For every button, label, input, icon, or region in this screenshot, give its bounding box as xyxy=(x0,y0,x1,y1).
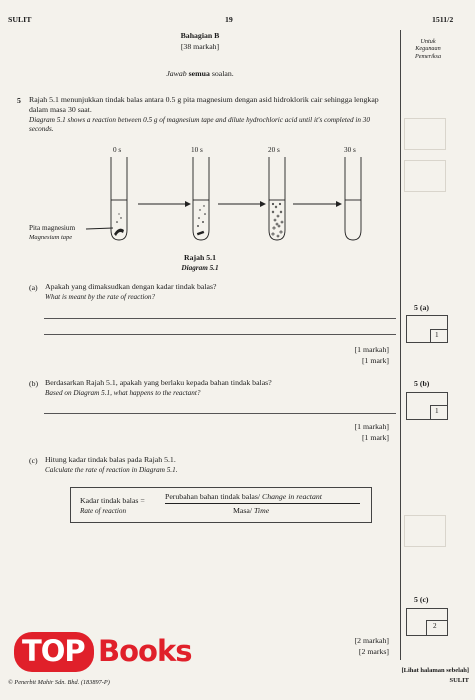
formula-numerator xyxy=(165,492,322,501)
part-c-marks-ms: [2 markah] xyxy=(354,636,389,645)
formula-den-ms: Masa/ xyxy=(233,506,253,515)
instruction-bold: semua xyxy=(188,69,210,78)
part-b-text-ms: Berdasarkan Rajah 5.1, apakah yang berlaku kepada bahan tindak balas? xyxy=(45,378,272,387)
bleed-through-box xyxy=(404,160,446,192)
page-number: 19 xyxy=(225,15,233,24)
part-c-label: (c) xyxy=(29,456,38,465)
part-b-text-en: Based on Diagram 5.1, what happens to the reactant? xyxy=(45,389,201,397)
side-label-5a: 5 (a) xyxy=(414,303,429,312)
see-next-page: [Lihat halaman sebelah] xyxy=(401,667,469,674)
arrowhead-2 xyxy=(260,201,266,207)
footer-sulit: SULIT xyxy=(449,677,469,684)
magnesium-tape-2 xyxy=(197,231,204,236)
examiner-margin-line xyxy=(400,30,401,660)
score-cell-5c xyxy=(426,620,448,636)
question-stem-ms: Rajah 5.1 menunjukkan tindak balas antara 0.5 g pita magnesium dengan asid hidroklorik cair sehingga lengkap dalam masa 30 saat. xyxy=(29,95,379,114)
score-max-5c: 2 xyxy=(433,622,437,630)
part-a-text-en: What is meant by the rate of reaction? xyxy=(45,293,156,301)
formula-num-en: Change in reactant xyxy=(262,492,322,501)
test-tube-2 xyxy=(193,157,209,240)
publisher-copyright: © Penerbit Mahir Sdn. Bhd. (183897-P) xyxy=(8,679,110,686)
side-label-5c: 5 (c) xyxy=(414,595,429,604)
magnesium-label-ms: Pita magnesium xyxy=(29,224,76,232)
score-cell-5b xyxy=(430,405,448,420)
section-marks: [38 markah] xyxy=(180,42,220,51)
label-leader-line xyxy=(86,228,113,229)
instruction-word: Jawab xyxy=(166,69,187,78)
question-stem-en: Diagram 5.1 shows a reaction between 0.5 g of magnesium tape and dilute hydrochloric acid until it's completed in 30 seconds. xyxy=(29,116,370,133)
formula-lhs-ms: Kadar tindak balas = xyxy=(80,496,145,505)
margin-line-2: Kegunaan xyxy=(415,45,441,53)
margin-line-3: Pemeriksa xyxy=(414,52,442,60)
bleed-through-box xyxy=(404,118,446,150)
time-label-30: 30 s xyxy=(344,146,356,154)
arrowhead-1 xyxy=(185,201,191,207)
time-label-20: 20 s xyxy=(268,146,280,154)
magnesium-tape-1 xyxy=(114,229,124,236)
formula-den-en: Time xyxy=(254,506,270,515)
topbooks-logo xyxy=(14,632,204,676)
time-label-10: 10 s xyxy=(191,146,203,154)
score-cell-5a xyxy=(430,329,448,343)
paper-code: 1511/2 xyxy=(432,15,454,24)
part-a-marks-ms: [1 markah] xyxy=(354,345,389,354)
examiner-margin-header xyxy=(403,38,453,60)
instruction-end: soalan. xyxy=(211,69,234,78)
diagram-caption-ms: Rajah 5.1 xyxy=(183,253,217,262)
magnesium-label-en: Magnesium tape xyxy=(29,234,73,241)
part-b-label: (b) xyxy=(29,379,39,388)
topbooks-logo-top: TOP xyxy=(22,634,85,668)
test-tube-3 xyxy=(269,157,285,240)
margin-line-1: Untuk xyxy=(420,38,436,45)
arrowhead-3 xyxy=(336,201,342,207)
formula-lhs-en: Rate of reaction xyxy=(80,507,127,515)
header-sulit: SULIT xyxy=(8,15,32,24)
section-title: Bahagian B xyxy=(180,31,220,40)
part-c-text-en: Calculate the rate of reaction in Diagram 5.1. xyxy=(45,466,178,474)
part-a-label: (a) xyxy=(29,283,38,292)
formula-num-ms: Perubahan bahan tindak balas/ xyxy=(165,492,261,501)
section-instruction xyxy=(0,69,400,78)
test-tube-4 xyxy=(345,157,361,240)
part-a-text-ms: Apakah yang dimaksudkan dengan kadar tindak balas? xyxy=(45,282,217,291)
part-a-marks-en: [1 mark] xyxy=(361,356,389,365)
topbooks-logo-books: Books xyxy=(98,634,192,668)
score-max-5b: 1 xyxy=(435,407,439,415)
formula-denominator xyxy=(233,506,269,515)
question-number: 5 xyxy=(17,96,21,105)
part-b-marks-en: [1 mark] xyxy=(361,433,389,442)
part-c-text-ms: Hitung kadar tindak balas pada Rajah 5.1. xyxy=(45,455,176,464)
test-tube-1 xyxy=(111,157,127,240)
answer-line-a1[interactable] xyxy=(44,318,396,319)
diagram-caption-en: Diagram 5.1 xyxy=(181,264,219,272)
side-label-5b: 5 (b) xyxy=(414,379,430,388)
fraction-bar xyxy=(165,503,360,504)
bleed-through-box xyxy=(404,515,446,547)
part-b-marks-ms: [1 markah] xyxy=(354,422,389,431)
answer-line-b1[interactable] xyxy=(44,413,396,414)
score-max-5a: 1 xyxy=(435,331,439,339)
part-c-marks-en: [2 marks] xyxy=(358,647,389,656)
answer-line-a2[interactable] xyxy=(44,334,396,335)
time-label-0: 0 s xyxy=(113,146,122,154)
